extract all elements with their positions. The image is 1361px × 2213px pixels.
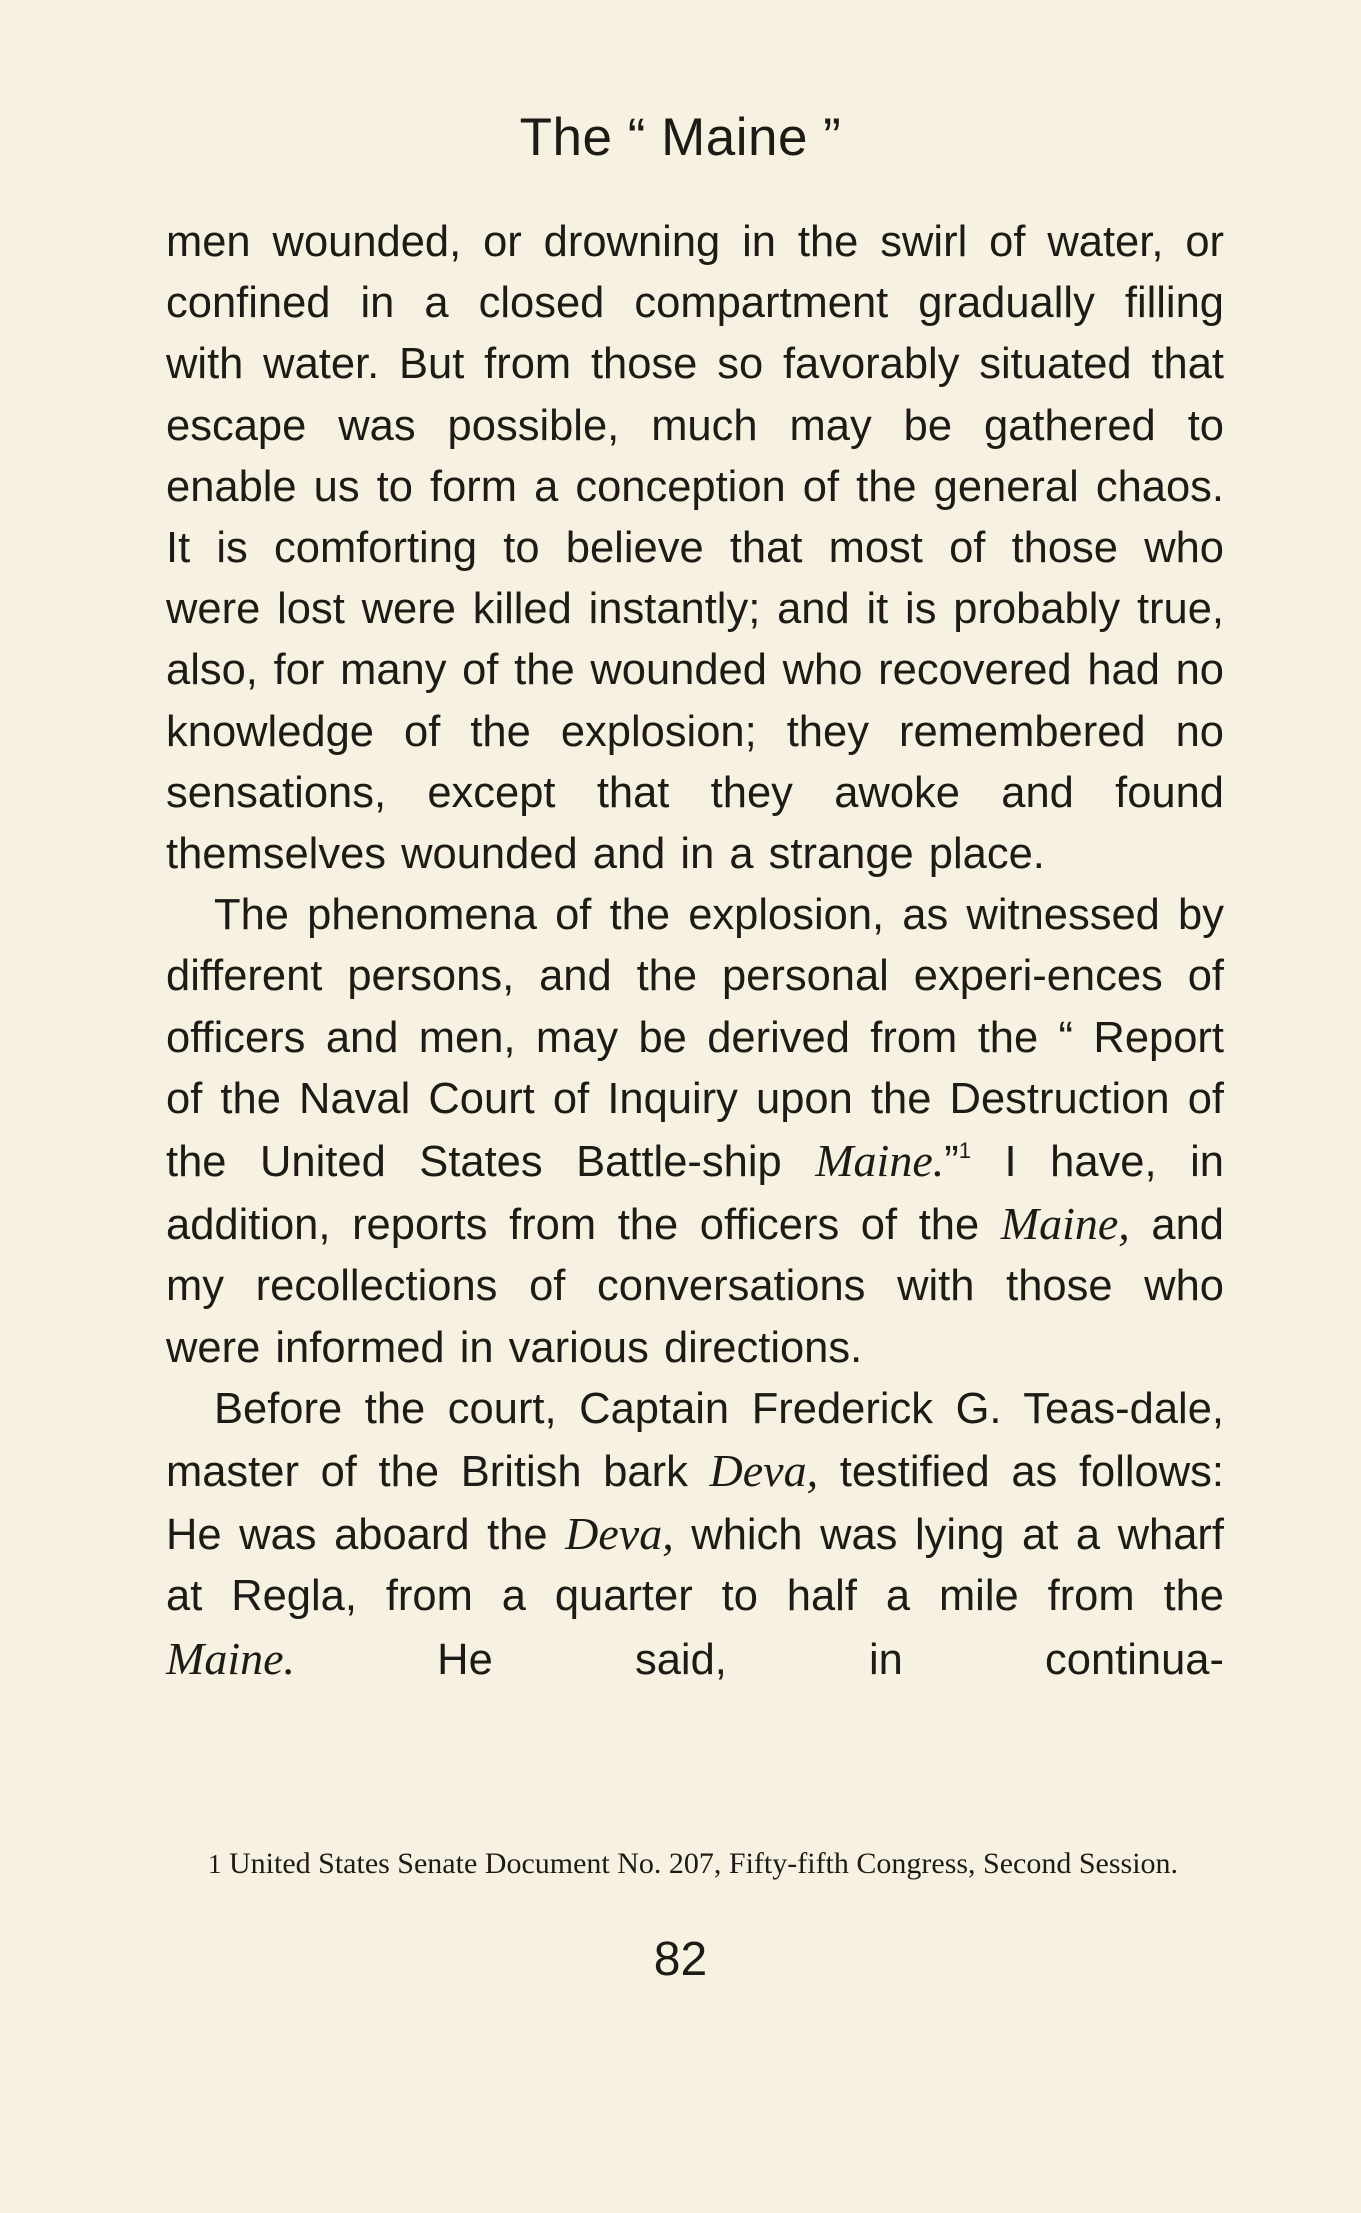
paragraph-3-text-g: He said, in continua- xyxy=(295,1635,1224,1684)
paragraph-2-text-e: I have, in addition, reports from the officers of the xyxy=(166,1138,1224,1250)
footnote-marker: 1 xyxy=(208,1849,222,1879)
paragraph-3 xyxy=(166,1379,1224,1691)
ship-name-maine: Maine. xyxy=(815,1135,945,1187)
footnote-reference: 1 xyxy=(958,1138,971,1164)
body-text xyxy=(166,212,1224,1691)
paragraph-3-text-a: Before the court, Captain Frederick G. Teas-dale, master of the British bark xyxy=(166,1384,1224,1497)
paragraph-2 xyxy=(166,885,1224,1379)
closing-quote: ” xyxy=(944,1138,959,1187)
footnote-body: United States Senate Document No. 207, Fifty-fifth Congress, Second Session. xyxy=(221,1847,1179,1880)
footnote xyxy=(166,1843,1224,1885)
paragraph-3-text-c: testified as follows: He was aboard the xyxy=(166,1448,1224,1560)
paragraph-2-text-g: and my recollections of conversations with those who were informed in various directions. xyxy=(166,1201,1224,1372)
footnote-text xyxy=(166,1843,1224,1885)
ship-name-deva: Deva, xyxy=(709,1445,819,1497)
ship-name-maine: Maine, xyxy=(1000,1198,1130,1250)
paragraph-1: men wounded, or drowning in the swirl of water, or confined in a closed compartment gradually filling with water. But from those so favorably situated that escape was possible, much may be gathered to enable us to form a conception of the general chaos. It is comforting to believe that most of those who were lost were killed instantly; and it is probably true, also, for many of the wounded who recovered had no knowledge of the explosion; they remembered no sensations, except that they awoke and found themselves wounded and in a strange place. xyxy=(166,218,1224,879)
ship-name-deva: Deva, xyxy=(565,1508,674,1560)
paragraph-3-text-e: which was lying at a wharf at Regla, from a quarter to half a mile from the xyxy=(166,1511,1224,1621)
running-head: The “ Maine ” xyxy=(519,108,842,167)
ship-name-maine: Maine. xyxy=(166,1632,296,1684)
paragraph-2-text-a: The phenomena of the explosion, as witnessed by different persons, and the personal experi-ences of officers and men, may be derived from the “ Report of the Naval Court of Inquiry upon the Destruction of the United States Battle-ship xyxy=(166,891,1224,1187)
page-number: 82 xyxy=(653,1933,708,1986)
